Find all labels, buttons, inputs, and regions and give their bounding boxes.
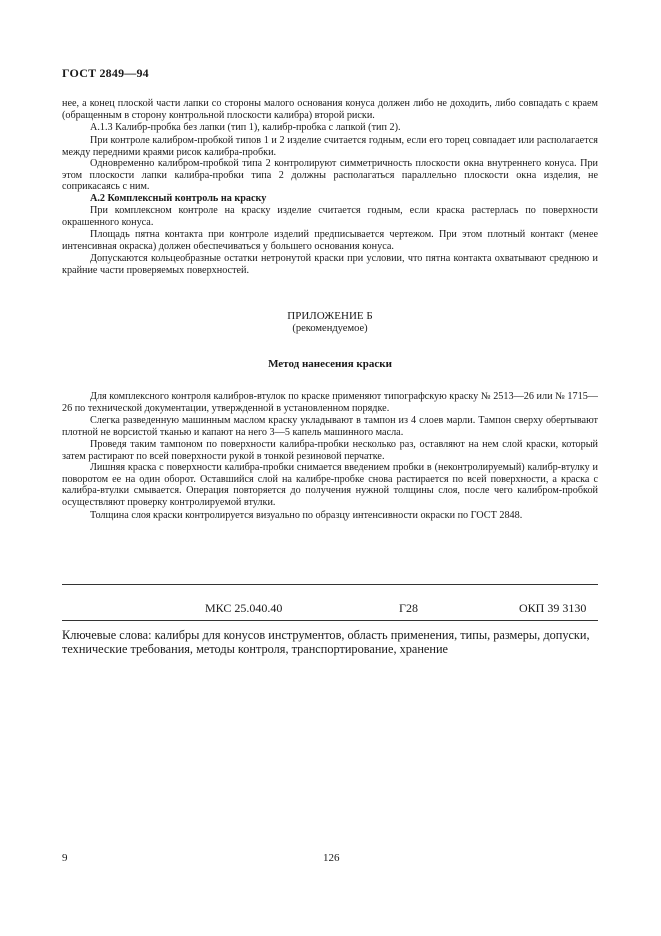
keywords: Ключевые слова: калибры для конусов инструментов, область применения, типы, размеры, допуски, технические требования, методы контроля, транспортирование, хранение bbox=[62, 628, 590, 656]
section-heading-a2: А.2 Комплексный контроль на краску bbox=[90, 193, 267, 204]
footer-bottom-rule bbox=[62, 620, 598, 621]
appendix-subtitle: (рекомендуемое) bbox=[292, 323, 368, 334]
group-code: Г28 bbox=[399, 601, 418, 615]
page-number-left: 9 bbox=[62, 852, 68, 864]
paragraph-apply: Проведя таким тампоном по поверхности калибра-пробки несколько раз, оставляют на нем слой краски, который затем растирают по всей поверхности рукой в тонкой резиновой перчатке. bbox=[62, 439, 598, 462]
paragraph-thickness: Толщина слоя краски контролируется визуально по образцу интенсивности окраски по ГОСТ 2848. bbox=[90, 510, 523, 521]
paragraph-control-types: При контроле калибром-пробкой типов 1 и 2 изделие считается годным, если его торец совпадает или располагается между передними краями рисок калибра-пробки. bbox=[62, 135, 598, 158]
paragraph-symmetry: Одновременно калибром-пробкой типа 2 контролируют симметричность плоскости окна внутреннего конуса. При этом плоскости лапки калибра-пробки типа 2 должны располагаться параллельно плоскости окна изделия, не соприкасаясь с ним. bbox=[62, 158, 598, 193]
mks-code: МКС 25.040.40 bbox=[205, 601, 283, 615]
paragraph-a13: А.1.3 Калибр-пробка без лапки (тип 1), калибр-пробка с лапкой (тип 2). bbox=[90, 122, 401, 133]
paragraph-complex-control: При комплексном контроле на краску изделие считается годным, если краска растерлась по поверхности окрашенного конуса. bbox=[62, 205, 598, 228]
page-number-center: 126 bbox=[323, 852, 340, 864]
appendix-heading: Метод нанесения краски bbox=[268, 358, 392, 370]
document-header: ГОСТ 2849—94 bbox=[62, 66, 149, 80]
appendix-title: ПРИЛОЖЕНИЕ Б bbox=[287, 310, 373, 322]
okp-code: ОКП 39 3130 bbox=[519, 601, 587, 615]
paragraph-tampon: Слегка разведенную машинным маслом краску укладывают в тампон из 4 слоев марли. Тампон сверху обертывают плотной не ворсистой тканью и капают на него 3—5 капель машинного масла. bbox=[62, 415, 598, 438]
paragraph-ring-residues: Допускаются кольцеобразные остатки нетронутой краски при условии, что пятна контакта охватывают среднюю и крайние части проверяемых поверхностей. bbox=[62, 253, 598, 276]
paragraph-contact-area: Площадь пятна контакта при контроле изделий предписывается чертежом. При этом плотный контакт (менее интенсивная окраска) должен обеспечиваться у большего основания конуса. bbox=[62, 229, 598, 252]
paragraph-continuation: нее, а конец плоской части лапки со стороны малого основания конуса должен либо не доходить, либо совпадать с краем (обращенным в сторону контрольной плоскости калибра) второй риски. bbox=[62, 98, 598, 121]
paragraph-paint: Для комплексного контроля калибров-втулок по краске применяют типографскую краску № 2513—26 или № 1715—26 по технической документации, утвержденной в установленном порядке. bbox=[62, 391, 598, 414]
paragraph-excess: Лишняя краска с поверхности калибра-пробки снимается введением пробки в (неконтролируемый) калибр-втулку и поворотом ее на один оборот. Оставшийся слой на калибре-пробке снова растирается по всей поверхности, а краска с калибра-втулки смывается. Операция повторяется до получения нужной толщины слоя, после чего калибром-пробкой осуществляют проверку контролируемой втулки. bbox=[62, 462, 598, 508]
footer-top-rule bbox=[62, 584, 598, 585]
